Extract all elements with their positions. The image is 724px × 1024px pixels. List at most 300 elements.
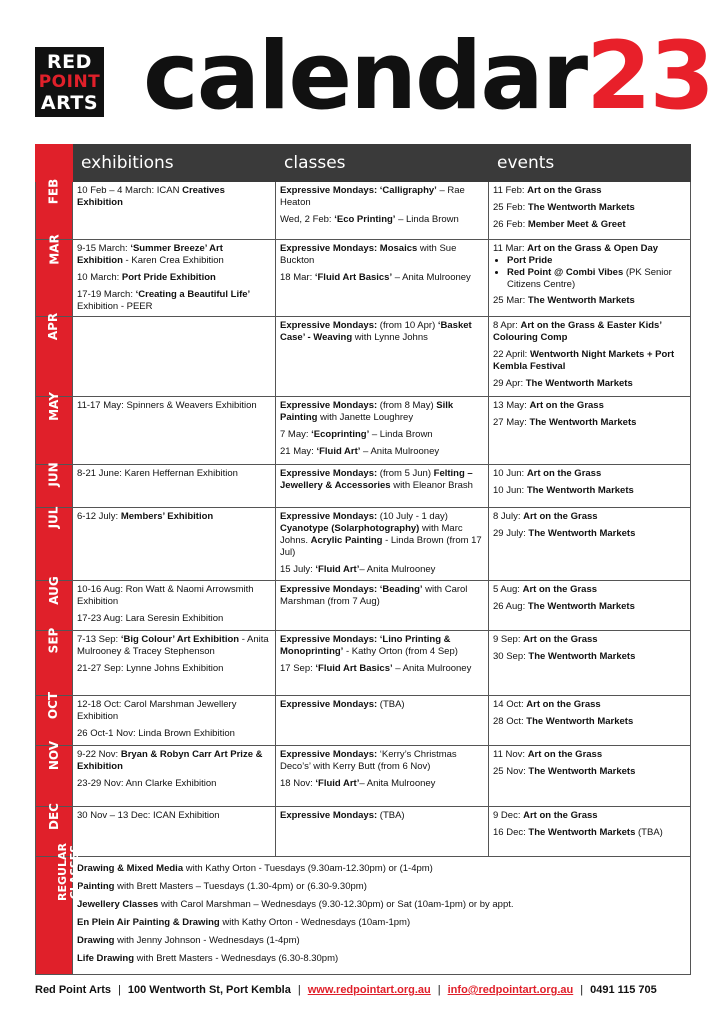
- text-run: Felting – Jewellery & Accessories: [280, 468, 473, 491]
- text-run: The Wentworth Markets: [528, 827, 636, 838]
- exhibitions-cell: [73, 696, 276, 746]
- events-cell: [489, 807, 691, 857]
- text-run: 30 Nov – 13 Dec: ICAN Exhibition: [77, 810, 220, 821]
- text-run: – Rae Heaton: [280, 185, 465, 208]
- month-label-cell: [36, 576, 73, 631]
- event-item: [493, 584, 686, 596]
- exhibitions-cell: [73, 465, 276, 508]
- classe-item: [280, 429, 484, 441]
- text-run: – Anita Mulrooney: [392, 272, 471, 283]
- text-run: 15 July:: [280, 564, 316, 575]
- text-run: ‘Ecoprinting’: [311, 429, 370, 440]
- exhibition-item: [77, 810, 271, 822]
- regular-label-line-2: CLASSES: [67, 844, 81, 900]
- text-run: (from 5 Jun): [377, 468, 434, 479]
- month-label: MAR: [47, 234, 62, 265]
- exhibition-item: [77, 699, 271, 723]
- text-run: 9 Dec:: [493, 810, 524, 821]
- text-run: 18 Nov:: [280, 778, 316, 789]
- exhibitions-cell: [73, 807, 276, 857]
- classe-item: [280, 468, 484, 492]
- regular-class-item: [77, 917, 686, 929]
- classe-item: [280, 185, 484, 209]
- classe-item: [280, 511, 484, 559]
- calendar-table: [35, 144, 691, 975]
- text-run: 17 Sep:: [280, 663, 316, 674]
- footer-email-link[interactable]: info@redpointart.org.au: [447, 984, 574, 996]
- month-label: JUN: [46, 462, 61, 487]
- text-run: 11 Mar:: [493, 243, 528, 254]
- month-label-cell: [36, 462, 73, 508]
- text-run: 9-15 March:: [77, 243, 131, 254]
- regular-classes-cell: [73, 857, 691, 975]
- text-run: Life Drawing: [77, 953, 135, 964]
- footer-separator: |: [437, 984, 441, 996]
- classe-item: [280, 272, 484, 284]
- text-run: The Wentworth Markets: [528, 766, 636, 777]
- text-run: 8 July:: [493, 511, 524, 522]
- exhibitions-cell: [73, 397, 276, 465]
- text-run: 25 Mar:: [493, 295, 528, 306]
- text-run: (TBA): [377, 699, 405, 710]
- text-run: 21-27 Sep: Lynne Johns Exhibition: [77, 663, 224, 674]
- text-run: - Kathy Orton (from 4 Sep): [343, 646, 458, 657]
- month-row-apr: [36, 317, 691, 397]
- text-run: 25 Nov:: [493, 766, 529, 777]
- classe-item: [280, 810, 484, 822]
- text-run: Wentworth Night Markets + Port Kembla Festival: [493, 349, 675, 372]
- footer-separator: |: [297, 984, 301, 996]
- exhibitions-cell: [73, 317, 276, 397]
- text-run: 14 Oct:: [493, 699, 527, 710]
- events-cell: [489, 182, 691, 240]
- text-run: Expressive Mondays: Mosaics: [280, 243, 418, 254]
- header-corner: [36, 145, 73, 182]
- column-header-exhibitions: exhibitions: [73, 145, 276, 182]
- text-run: Members’ Exhibition: [120, 511, 214, 522]
- event-item: [493, 185, 686, 197]
- exhibitions-cell: [73, 182, 276, 240]
- text-run: 11-17 May: Spinners & Weavers Exhibition: [77, 400, 257, 411]
- header-row: [36, 145, 691, 182]
- text-run: ‘Fluid Art’: [316, 446, 361, 457]
- regular-class-item: [77, 863, 686, 875]
- regular-label-line-1: REGULAR: [55, 843, 69, 901]
- month-label-cell: [36, 508, 73, 581]
- logo-line-1: RED: [47, 51, 92, 73]
- classes-cell: [276, 746, 489, 807]
- text-run: Expressive Mondays: ‘Lino Printing & Monoprinting’: [280, 634, 451, 657]
- text-run: – Linda Brown: [395, 214, 459, 225]
- event-item: [493, 827, 686, 839]
- classes-cell: [276, 696, 489, 746]
- exhibition-item: [77, 272, 271, 284]
- classe-item: [280, 320, 484, 344]
- page-title: [143, 22, 713, 131]
- event-item: [493, 634, 686, 646]
- event-item: [493, 601, 686, 613]
- classe-item: [280, 564, 484, 576]
- text-run: with Eleanor Brash: [390, 480, 473, 491]
- event-item: [493, 699, 686, 711]
- text-run: 18 Mar:: [280, 272, 315, 283]
- text-run: (from 10 Apr): [377, 320, 438, 331]
- text-run: ‘Big Colour’ Art Exhibition: [120, 634, 240, 645]
- events-cell: [489, 508, 691, 581]
- event-item: [493, 749, 686, 761]
- classe-item: [280, 243, 484, 267]
- text-run: ‘Eco Printing’: [334, 214, 396, 225]
- column-header-classes: classes: [276, 145, 489, 182]
- text-run: ‘Summer Breeze’ Art Exhibition: [77, 243, 223, 266]
- regular-classes-label: [57, 843, 81, 901]
- month-row-jul: [36, 508, 691, 581]
- exhibition-item: [77, 185, 271, 209]
- regular-class-item: [77, 899, 686, 911]
- exhibitions-cell: [73, 240, 276, 317]
- text-run: ‘Fluid Art Basics’: [314, 272, 393, 283]
- events-cell: [489, 317, 691, 397]
- classes-cell: [276, 807, 489, 857]
- text-run: 10 Jun:: [493, 468, 527, 479]
- events-cell: [489, 631, 691, 696]
- text-run: Expressive Mondays:: [280, 400, 378, 411]
- month-label-cell: [36, 392, 73, 465]
- text-run: with Brett Masters - Wednesdays (6.30-8.30pm): [134, 953, 339, 964]
- text-run: The Wentworth Markets: [525, 378, 633, 389]
- exhibition-item: [77, 511, 271, 523]
- classe-item: [280, 749, 484, 773]
- classe-item: [280, 663, 484, 675]
- text-run: Expressive Mondays: ‘Beading’: [280, 584, 423, 595]
- text-run: The Wentworth Markets: [526, 485, 634, 496]
- text-run: Art on the Grass & Open Day: [527, 243, 659, 254]
- footer-separator: |: [118, 984, 121, 996]
- text-run: Art on the Grass & Easter Kids’ Colouring Comp: [493, 320, 662, 343]
- text-run: ‘Creating a Beautiful Life’: [135, 289, 251, 300]
- text-run: ‘Basket Case’ - Weaving: [280, 320, 472, 343]
- event-item: [493, 766, 686, 778]
- text-run: with Carol Marshman (from 7 Aug): [280, 584, 468, 607]
- exhibitions-cell: [73, 508, 276, 581]
- text-run: 25 Feb:: [493, 202, 528, 213]
- event-item: [493, 528, 686, 540]
- text-run: 12-18 Oct: Carol Marshman Jewellery Exhibition: [77, 699, 237, 722]
- month-row-aug: [36, 581, 691, 631]
- event-item: [493, 485, 686, 497]
- text-run: ‘Kerry’s Christmas Deco’s’ with Kerry Butt (from 6 Nov): [280, 749, 457, 772]
- text-run: Art on the Grass: [527, 749, 603, 760]
- text-run: Expressive Mondays:: [280, 511, 378, 522]
- classe-item: [280, 214, 484, 226]
- text-run: with Carol Marshman – Wednesdays (9.30-12.30pm) or Sat (10am-1pm) or by appt.: [158, 899, 514, 910]
- text-run: – Linda Brown: [369, 429, 433, 440]
- text-run: Art on the Grass: [522, 584, 598, 595]
- exhibitions-cell: [73, 746, 276, 807]
- text-run: 10 Jun:: [493, 485, 527, 496]
- month-row-nov: [36, 746, 691, 807]
- text-run: Expressive Mondays:: [280, 320, 378, 331]
- text-run: 8 Apr:: [493, 320, 521, 331]
- event-item: [493, 651, 686, 663]
- event-item: [493, 295, 686, 307]
- exhibition-item: [77, 468, 271, 480]
- text-run: Cyanotype (Solarphotography): [280, 523, 420, 534]
- text-run: with Brett Masters – Tuesdays (1.30-4pm) or (6.30-9.30pm): [114, 881, 367, 892]
- month-row-dec: [36, 807, 691, 857]
- text-run: Art on the Grass: [523, 511, 598, 522]
- event-bullet-item: [507, 267, 686, 291]
- logo-line-3: ARTS: [40, 92, 99, 114]
- event-item: [493, 810, 686, 822]
- exhibitions-cell: [73, 581, 276, 631]
- month-row-sep: [36, 631, 691, 696]
- text-run: (TBA): [377, 810, 405, 821]
- text-run: 21 May:: [280, 446, 317, 457]
- exhibitions-cell: [73, 631, 276, 696]
- text-run: The Wentworth Markets: [528, 651, 636, 662]
- title-year: 23: [586, 22, 713, 131]
- events-cell: [489, 696, 691, 746]
- text-run: - Linda Brown (from 17 Jul): [280, 535, 482, 558]
- text-run: Expressive Mondays:: [280, 810, 378, 821]
- month-row-mar: [36, 240, 691, 317]
- exhibition-item: [77, 289, 271, 313]
- classe-item: [280, 584, 484, 608]
- text-run: Red Point @ Combi Vibes: [507, 267, 624, 278]
- text-run: 6-12 July:: [77, 511, 121, 522]
- text-run: The Wentworth Markets: [528, 528, 636, 539]
- month-label-cell: [36, 178, 73, 240]
- classe-item: [280, 634, 484, 658]
- month-row-may: [36, 397, 691, 465]
- regular-classes-label-cell: [36, 843, 81, 975]
- text-run: Expressive Mondays:: [280, 699, 378, 710]
- month-label-cell: [36, 627, 73, 696]
- exhibition-item: [77, 634, 271, 658]
- month-label-cell: [36, 312, 73, 397]
- text-run: The Wentworth Markets: [527, 295, 635, 306]
- exhibition-item: [77, 663, 271, 675]
- exhibition-item: [77, 728, 271, 740]
- text-run: (PK Senior Citizens Centre): [507, 267, 672, 290]
- text-run: Jewellery Classes: [77, 899, 159, 910]
- month-label: FEB: [46, 178, 61, 205]
- event-item: [493, 417, 686, 429]
- exhibition-item: [77, 400, 271, 412]
- footer: [35, 984, 690, 996]
- text-run: Art on the Grass: [526, 468, 602, 479]
- text-run: Acrylic Painting: [310, 535, 383, 546]
- month-label-cell: [36, 691, 73, 746]
- text-run: with Marc Johns.: [280, 523, 463, 546]
- exhibition-item: [77, 778, 271, 790]
- text-run: 29 July:: [493, 528, 529, 539]
- classes-cell: [276, 508, 489, 581]
- text-run: The Wentworth Markets: [529, 417, 637, 428]
- classe-item: [280, 446, 484, 458]
- text-run: (TBA): [635, 827, 663, 838]
- text-run: Creatives Exhibition: [77, 185, 225, 208]
- title-word: calendar: [143, 22, 587, 131]
- text-run: - Karen Crea Exhibition: [122, 255, 224, 266]
- text-run: Silk Painting: [280, 400, 454, 423]
- text-run: 17-19 March:: [77, 289, 136, 300]
- event-item: [493, 349, 686, 373]
- text-run: ‘Fluid Art’: [315, 778, 360, 789]
- classes-cell: [276, 465, 489, 508]
- text-run: (10 July - 1 day): [377, 511, 448, 522]
- text-run: Wed, 2 Feb:: [280, 214, 335, 225]
- event-bullet-list: [493, 255, 686, 291]
- footer-address: 100 Wentworth St, Port Kembla: [127, 984, 291, 996]
- text-run: 13 May:: [493, 400, 530, 411]
- event-item: [493, 320, 686, 344]
- classes-cell: [276, 631, 489, 696]
- text-run: Port Pride: [507, 255, 553, 266]
- text-run: Art on the Grass: [526, 699, 601, 710]
- text-run: – Anita Mulrooney: [359, 778, 436, 789]
- footer-website-link[interactable]: www.redpointart.org.au: [307, 984, 431, 996]
- month-label: DEC: [46, 803, 61, 830]
- month-label: OCT: [46, 691, 61, 720]
- text-run: 27 May:: [493, 417, 530, 428]
- regular-class-item: [77, 935, 686, 947]
- event-item: [493, 243, 686, 255]
- text-run: with Lynne Johns: [352, 332, 428, 343]
- text-run: The Wentworth Markets: [526, 716, 634, 727]
- footer-org: Red Point Arts: [35, 984, 111, 996]
- red-point-arts-logo: [35, 47, 104, 117]
- text-run: with Sue Buckton: [280, 243, 457, 266]
- event-item: [493, 219, 686, 231]
- text-run: Exhibition - PEER: [77, 301, 153, 312]
- text-run: Art on the Grass: [529, 400, 604, 411]
- text-run: 28 Oct:: [493, 716, 527, 727]
- month-label: APR: [46, 312, 61, 341]
- events-cell: [489, 581, 691, 631]
- event-item: [493, 400, 686, 412]
- month-label-cell: [36, 234, 73, 317]
- event-item: [493, 511, 686, 523]
- classes-cell: [276, 397, 489, 465]
- month-label: MAY: [46, 392, 61, 421]
- month-label-cell: [36, 740, 73, 807]
- calendar-body: [36, 178, 691, 975]
- text-run: 8-21 June: Karen Heffernan Exhibition: [77, 468, 238, 479]
- text-run: En Plein Air Painting & Drawing: [77, 917, 220, 928]
- events-cell: [489, 465, 691, 508]
- text-run: The Wentworth Markets: [527, 601, 635, 612]
- event-item: [493, 716, 686, 728]
- month-label: JUL: [46, 506, 61, 529]
- month-label: NOV: [47, 740, 62, 771]
- text-run: with Kathy Orton - Wednesdays (10am-1pm): [219, 917, 411, 928]
- exhibition-item: [77, 613, 271, 625]
- text-run: – Anita Mulrooney: [392, 663, 472, 674]
- events-cell: [489, 746, 691, 807]
- footer-phone: 0491 115 705: [590, 984, 657, 996]
- text-run: ‘Fluid Art’: [315, 564, 360, 575]
- text-run: Expressive Mondays:: [280, 749, 378, 760]
- month-row-jun: [36, 465, 691, 508]
- text-run: 26 Feb:: [493, 219, 528, 230]
- classes-cell: [276, 317, 489, 397]
- text-run: 10 March:: [77, 272, 122, 283]
- month-row-oct: [36, 696, 691, 746]
- text-run: The Wentworth Markets: [527, 202, 635, 213]
- text-run: with Janette Loughrey: [317, 412, 414, 423]
- text-run: Art on the Grass: [523, 634, 598, 645]
- text-run: – Anita Mulrooney: [359, 564, 436, 575]
- text-run: 16 Dec:: [493, 827, 529, 838]
- month-label: AUG: [46, 576, 61, 605]
- exhibition-item: [77, 584, 271, 608]
- regular-class-item: [77, 881, 686, 893]
- event-item: [493, 202, 686, 214]
- text-run: with Jenny Johnson - Wednesdays (1-4pm): [114, 935, 300, 946]
- event-bullet-item: [507, 255, 686, 267]
- classe-item: [280, 699, 484, 711]
- text-run: 7 May:: [280, 429, 312, 440]
- classes-cell: [276, 182, 489, 240]
- text-run: 9-22 Nov:: [77, 749, 121, 760]
- text-run: 9 Sep:: [493, 634, 524, 645]
- text-run: 26 Aug:: [493, 601, 528, 612]
- text-run: Member Meet & Greet: [527, 219, 626, 230]
- text-run: Expressive Mondays: ‘Calligraphy’: [280, 185, 437, 196]
- text-run: Drawing & Mixed Media: [77, 863, 184, 874]
- event-item: [493, 468, 686, 480]
- footer-separator: |: [580, 984, 584, 996]
- text-run: 22 April:: [493, 349, 530, 360]
- text-run: 5 Aug:: [493, 584, 523, 595]
- classes-cell: [276, 581, 489, 631]
- text-run: Drawing: [77, 935, 115, 946]
- text-run: 17-23 Aug: Lara Seresin Exhibition: [77, 613, 224, 624]
- text-run: - Anita Mulrooney & Tracey Stephenson: [77, 634, 269, 657]
- regular-classes-row: [36, 857, 691, 975]
- text-run: 29 Apr:: [493, 378, 526, 389]
- regular-class-item: [77, 953, 686, 965]
- event-item: [493, 378, 686, 390]
- text-run: Bryan & Robyn Carr Art Prize & Exhibition: [77, 749, 263, 772]
- text-run: Port Pride Exhibition: [121, 272, 216, 283]
- events-cell: [489, 240, 691, 317]
- text-run: 23-29 Nov: Ann Clarke Exhibition: [77, 778, 217, 789]
- month-row-feb: [36, 182, 691, 240]
- classe-item: [280, 400, 484, 424]
- text-run: 10-16 Aug: Ron Watt & Naomi Arrowsmith Exhibition: [77, 584, 254, 607]
- text-run: 10 Feb – 4 March: ICAN: [77, 185, 183, 196]
- text-run: – Anita Mulrooney: [360, 446, 440, 457]
- events-cell: [489, 397, 691, 465]
- text-run: 26 Oct-1 Nov: Linda Brown Exhibition: [77, 728, 235, 739]
- text-run: (from 8 May): [377, 400, 437, 411]
- text-run: Art on the Grass: [527, 185, 602, 196]
- text-run: 11 Nov:: [493, 749, 528, 760]
- text-run: ‘Fluid Art Basics’: [315, 663, 393, 674]
- exhibition-item: [77, 243, 271, 267]
- month-label: SEP: [46, 627, 61, 654]
- text-run: with Kathy Orton - Tuesdays (9.30am-12.30pm) or (1-4pm): [183, 863, 433, 874]
- logo-line-2: POINT: [38, 72, 101, 92]
- text-run: 7-13 Sep:: [77, 634, 121, 645]
- text-run: Art on the Grass: [523, 810, 598, 821]
- text-run: 11 Feb:: [493, 185, 528, 196]
- exhibition-item: [77, 749, 271, 773]
- text-run: Painting: [77, 881, 115, 892]
